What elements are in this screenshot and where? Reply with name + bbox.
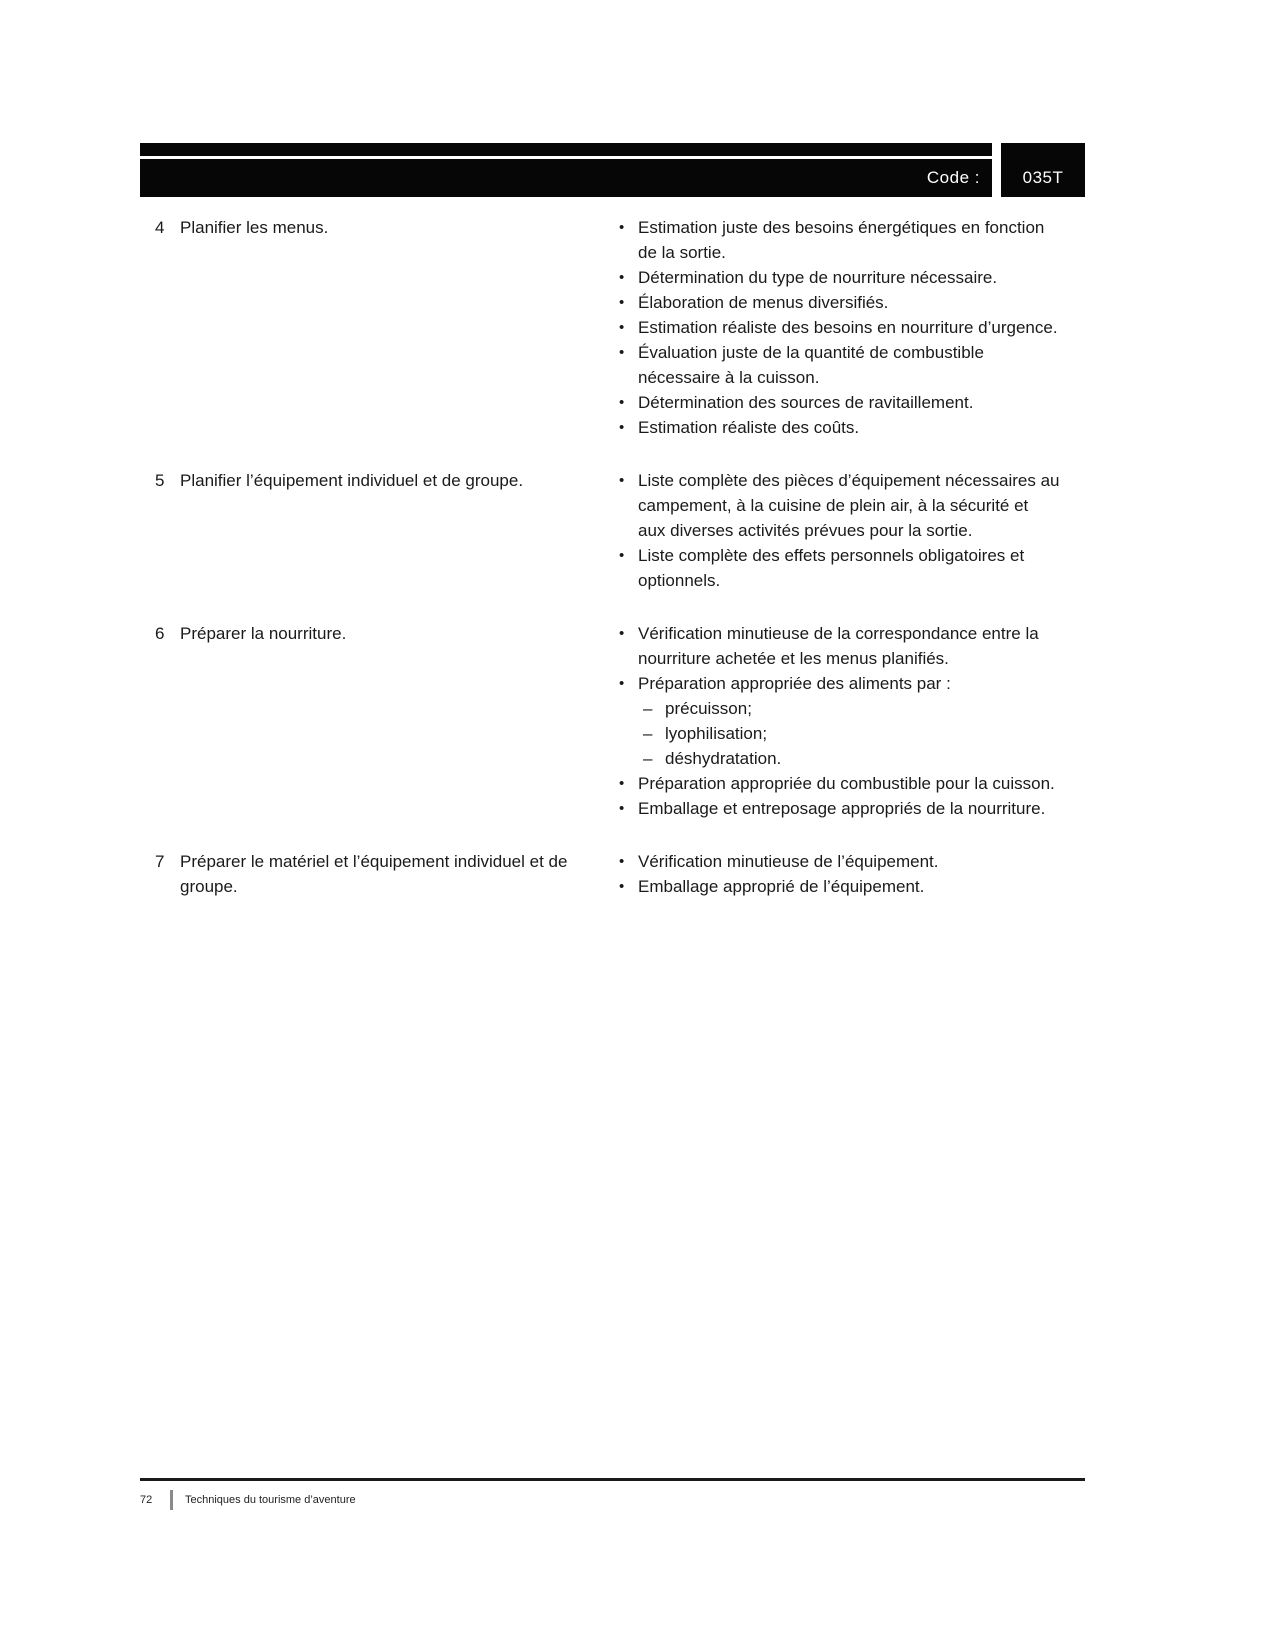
bullet-icon: • — [619, 547, 625, 564]
criteria-item — [600, 315, 1060, 340]
criteria-cell — [600, 849, 1085, 899]
header-bar — [140, 143, 1085, 197]
criteria-text: Préparation appropriée des aliments par : — [638, 674, 951, 693]
footer-rule — [140, 1478, 1085, 1481]
bullet-icon: • — [619, 219, 625, 236]
code-value: 035T — [1022, 168, 1064, 187]
bullet-icon: • — [619, 319, 625, 336]
dash-icon: – — [643, 699, 653, 718]
row-number: 7 — [155, 852, 165, 871]
header-bar-main — [140, 143, 992, 197]
row-number: 5 — [155, 471, 165, 490]
row-number: 6 — [155, 624, 165, 643]
footer-separator — [170, 1490, 173, 1510]
bullet-icon: • — [619, 472, 625, 489]
page-number: 72 — [140, 1494, 153, 1506]
criteria-text: Emballage approprié de l’équipement. — [638, 877, 925, 896]
criteria-text: Détermination du type de nourriture nécessaire. — [638, 268, 998, 287]
criteria-item — [600, 874, 1060, 899]
criteria-item — [600, 215, 1060, 265]
criteria-item — [600, 340, 1060, 390]
criteria-item — [600, 849, 1060, 874]
criteria-text: Liste complète des effets personnels obligatoires et optionnels. — [638, 546, 1025, 590]
criteria-text: Vérification minutieuse de l’équipement. — [638, 852, 939, 871]
criteria-item — [600, 796, 1060, 821]
criteria-item — [600, 265, 1060, 290]
criteria-subitem — [643, 721, 1060, 746]
bullet-icon: • — [619, 853, 625, 870]
criteria-text: Estimation réaliste des coûts. — [638, 418, 860, 437]
row-title: Planifier les menus. — [180, 218, 329, 237]
row-title: Préparer la nourriture. — [180, 624, 347, 643]
criteria-text: Estimation réaliste des besoins en nourriture d’urgence. — [638, 318, 1058, 337]
criteria-subitem — [643, 696, 1060, 721]
row-number: 4 — [155, 218, 165, 237]
bullet-icon: • — [619, 878, 625, 895]
criteria-text: Emballage et entreposage appropriés de la nourriture. — [638, 799, 1046, 818]
bullet-icon: • — [619, 294, 625, 311]
bullet-icon: • — [619, 675, 625, 692]
criteria-item — [600, 390, 1060, 415]
criteria-item — [600, 621, 1060, 671]
criteria-subitem — [643, 746, 1060, 771]
row-title: Préparer le matériel et l’équipement individuel et de groupe. — [180, 852, 568, 896]
criteria-text: Évaluation juste de la quantité de combustible nécessaire à la cuisson. — [638, 343, 984, 387]
bullet-icon: • — [619, 344, 625, 361]
criteria-text: Liste complète des pièces d’équipement nécessaires au campement, à la cuisine de plein air, à la sécurité et aux diverses activités prévues pour la sortie. — [638, 471, 1060, 540]
criteria-item — [600, 415, 1060, 440]
competency-table — [140, 215, 1085, 899]
bullet-icon: • — [619, 775, 625, 792]
competency-cell — [140, 468, 600, 493]
page-content — [140, 143, 1085, 927]
bullet-icon: • — [619, 394, 625, 411]
competency-row — [140, 468, 1085, 593]
competency-cell — [140, 621, 600, 646]
dash-icon: – — [643, 724, 653, 743]
criteria-subtext: déshydratation. — [665, 749, 782, 768]
criteria-subtext: précuisson; — [665, 699, 752, 718]
competency-row — [140, 215, 1085, 440]
criteria-item — [600, 290, 1060, 315]
criteria-cell — [600, 621, 1085, 821]
criteria-item — [600, 468, 1060, 543]
bullet-icon: • — [619, 419, 625, 436]
competency-cell — [140, 849, 600, 899]
row-title: Planifier l’équipement individuel et de groupe. — [180, 471, 524, 490]
footer-doc-title: Techniques du tourisme d’aventure — [185, 1494, 356, 1506]
header-gap — [992, 143, 1001, 197]
dash-icon: – — [643, 749, 653, 768]
criteria-text: Élaboration de menus diversifiés. — [638, 293, 889, 312]
competency-row — [140, 849, 1085, 899]
criteria-text: Vérification minutieuse de la correspondance entre la nourriture achetée et les menus planifiés. — [638, 624, 1039, 668]
criteria-cell — [600, 215, 1085, 440]
criteria-text: Préparation appropriée du combustible pour la cuisson. — [638, 774, 1055, 793]
criteria-subtext: lyophilisation; — [665, 724, 768, 743]
footer — [140, 1490, 1085, 1510]
criteria-text: Détermination des sources de ravitaillement. — [638, 393, 974, 412]
header-white-rule — [140, 156, 992, 159]
criteria-item — [600, 543, 1060, 593]
competency-row — [140, 621, 1085, 821]
competency-cell — [140, 215, 600, 240]
bullet-icon: • — [619, 625, 625, 642]
criteria-text: Estimation juste des besoins énergétiques en fonction de la sortie. — [638, 218, 1045, 262]
bullet-icon: • — [619, 269, 625, 286]
bullet-icon: • — [619, 800, 625, 817]
criteria-item — [600, 771, 1060, 796]
code-value-box — [1001, 143, 1085, 197]
code-label: Code : — [926, 168, 980, 187]
criteria-cell — [600, 468, 1085, 593]
criteria-item — [600, 671, 1060, 696]
